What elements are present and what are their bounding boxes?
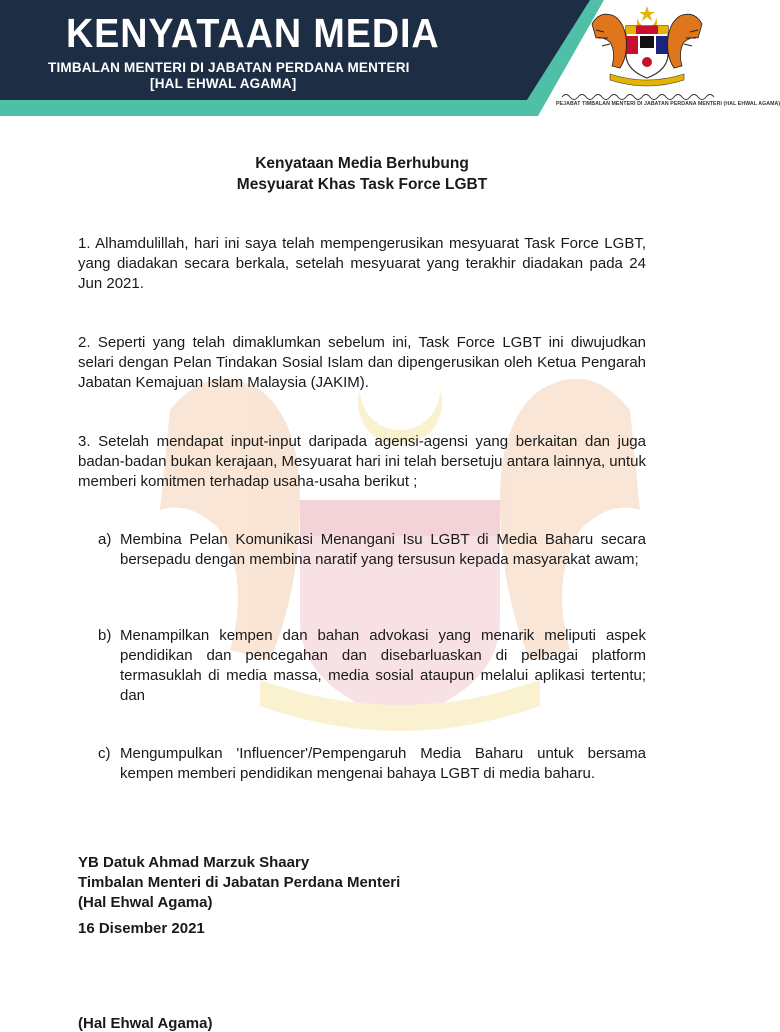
document-date: 16 Disember 2021 (78, 920, 205, 937)
signatory-name: YB Datuk Ahmad Marzuk Shaary (78, 854, 310, 871)
list-marker: a) (98, 531, 112, 548)
document-title-line1: Kenyataan Media Berhubung (255, 155, 469, 172)
jawi-script-icon (560, 91, 720, 100)
banner-title: KENYATAAN MEDIA (66, 10, 440, 56)
paragraph-2: 2. Seperti yang telah dimaklumkan sebelum ini, Task Force LGBT ini diwujudkan selari dengan Pelan Tindakan Sosial Islam dan dipengerusikan oleh Ketua Pengarah Jabatan Kemajuan Islam Malaysia (JAKIM). (78, 334, 646, 391)
list-item-text: Mengumpulkan 'Influencer'/Pempengaruh Media Baharu untuk bersama kempen memberi pendidikan mengenai bahaya LGBT di media baharu. (120, 745, 646, 782)
document-title-line2: Mesyuarat Khas Task Force LGBT (236, 176, 488, 193)
list-item-a (98, 530, 646, 570)
banner-subtitle-portfolio: [HAL EHWAL AGAMA] (150, 76, 297, 91)
list-item-text: Menampilkan kempen dan bahan advokasi yang menarik meliputi aspek pendidikan dan pencegahan dan disebarluaskan di pelbagai platform termasuklah di media massa, media sosial ataupun melalui aplikasi tertentu; dan (120, 627, 646, 704)
office-caption: PEJABAT TIMBALAN MENTERI DI JABATAN PERDANA MENTERI (HAL EHWAL AGAMA) (556, 101, 780, 107)
paragraph-1: 1. Alhamdulillah, hari ini saya telah mempengerusikan mesyuarat Task Force LGBT, yang diadakan secara berkala, setelah mesyuarat yang terakhir diadakan pada 24 Jun 2021. (78, 235, 646, 292)
list-marker: c) (98, 745, 111, 762)
banner-subtitle: TIMBALAN MENTERI DI JABATAN PERDANA MENTERI (48, 60, 410, 75)
signature-block (78, 853, 400, 913)
header-banner (0, 0, 780, 116)
list-marker: b) (98, 627, 112, 644)
cutoff-footer-text: (Hal Ehwal Agama) (78, 1015, 213, 1032)
signatory-position: Timbalan Menteri di Jabatan Perdana Menteri (78, 874, 401, 891)
coat-of-arms-icon (582, 4, 712, 86)
paragraph-3: 3. Setelah mendapat input-input daripada agensi-agensi yang berkaitan dan juga badan-badan bukan kerajaan, Mesyuarat hari ini telah bersetuju antara lainnya, untuk memberi komitmen terhadap usaha-usaha berikut ; (78, 433, 646, 490)
list-item-b (98, 626, 646, 706)
signatory-portfolio: (Hal Ehwal Agama) (78, 894, 213, 911)
list-item-c (98, 744, 646, 784)
document-title (0, 153, 724, 195)
list-item-text: Membina Pelan Komunikasi Menangani Isu LGBT di Media Baharu secara bersepadu dengan membina naratif yang tersusun kepada masyarakat awam; (120, 531, 646, 568)
